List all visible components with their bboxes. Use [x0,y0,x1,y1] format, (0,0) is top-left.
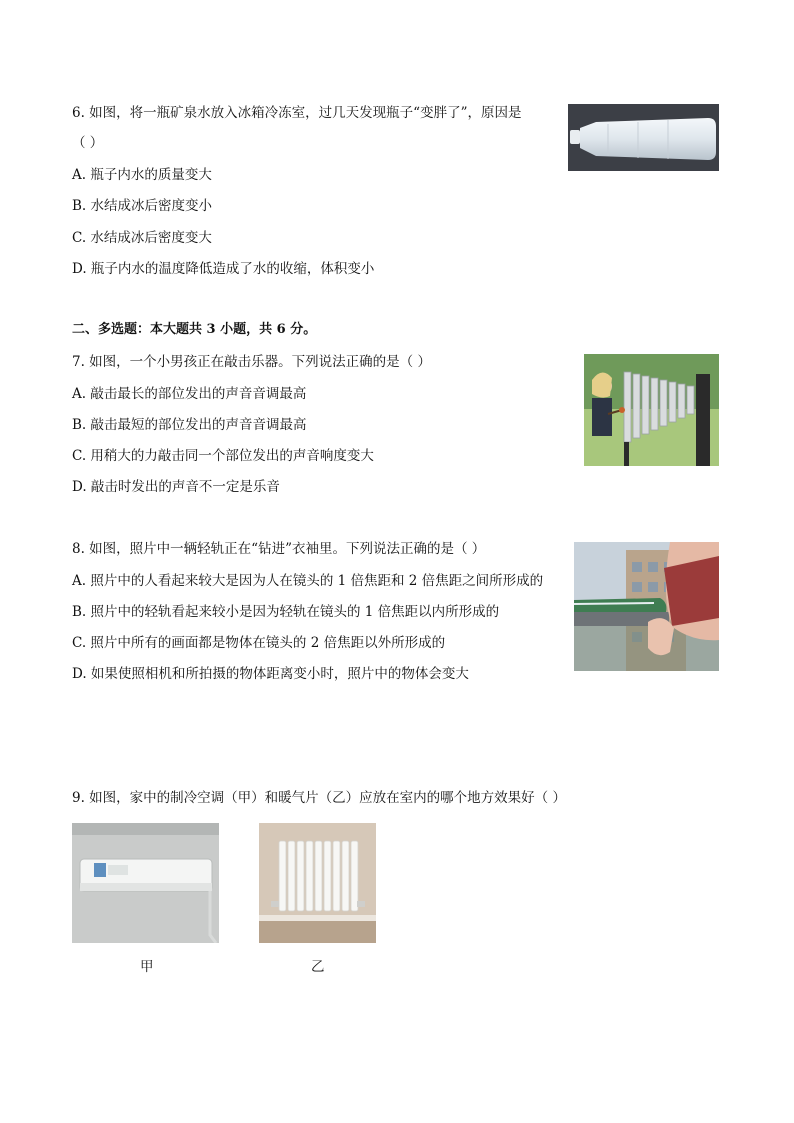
q8-option-b: B. 照片中的轻轨看起来较小是因为轻轨在镜头的 1 倍焦距以内所形成的 [72,604,500,620]
q6-stem-line2: （ ） [72,135,104,151]
q8-option-d: D. 如果使照相机和所拍摄的物体距离变小时，照片中的物体会变大 [72,666,469,682]
section-heading: 二、多选题：本大题共 3 小题，共 6 分。 [72,322,317,337]
frozen-bottle-illustration [568,104,719,171]
light-rail-illustration [574,542,719,671]
air-conditioner-photo [72,823,219,943]
q6-option-b: B. 水结成冰后密度变小 [72,198,213,214]
q7-option-b: B. 敲击最短的部位发出的声音音调最高 [72,417,307,433]
q6-option-c: C. 水结成冰后密度变大 [72,230,212,246]
q6-option-d: D. 瓶子内水的温度降低造成了水的收缩，体积变小 [72,261,375,277]
q9-stem: 9. 如图，家中的制冷空调（甲）和暖气片（乙）应放在室内的哪个地方效果好（ ） [72,790,566,806]
light-rail-photo [574,542,719,671]
q8-stem: 8. 如图，照片中一辆轻轨正在“钻进”衣袖里。下列说法正确的是（ ） [72,541,486,557]
q7-option-c: C. 用稍大的力敲击同一个部位发出的声音响度变大 [72,448,374,464]
q6-stem-line1: 6. 如图，将一瓶矿泉水放入冰箱冷冻室，过几天发现瓶子“变胖了”，原因是 [72,105,522,121]
frozen-bottle-photo [568,104,719,171]
caption-yi: 乙 [311,959,325,975]
q7-option-d: D. 敲击时发出的声音不一定是乐音 [72,479,280,495]
caption-jia: 甲 [140,959,154,975]
q8-option-a: A. 照片中的人看起来较大是因为人在镜头的 1 倍焦距和 2 倍焦距之间所形成的 [72,573,544,589]
chimes-photo [584,354,719,466]
q6-option-a: A. 瓶子内水的质量变大 [72,167,212,183]
q7-stem: 7. 如图，一个小男孩正在敲击乐器。下列说法正确的是（ ） [72,354,431,370]
air-conditioner-illustration [72,823,219,943]
q7-option-a: A. 敲击最长的部位发出的声音音调最高 [72,386,307,402]
chimes-illustration [584,354,719,466]
radiator-illustration [259,823,376,943]
radiator-photo [259,823,376,943]
q8-option-c: C. 照片中所有的画面都是物体在镜头的 2 倍焦距以外所形成的 [72,635,446,651]
